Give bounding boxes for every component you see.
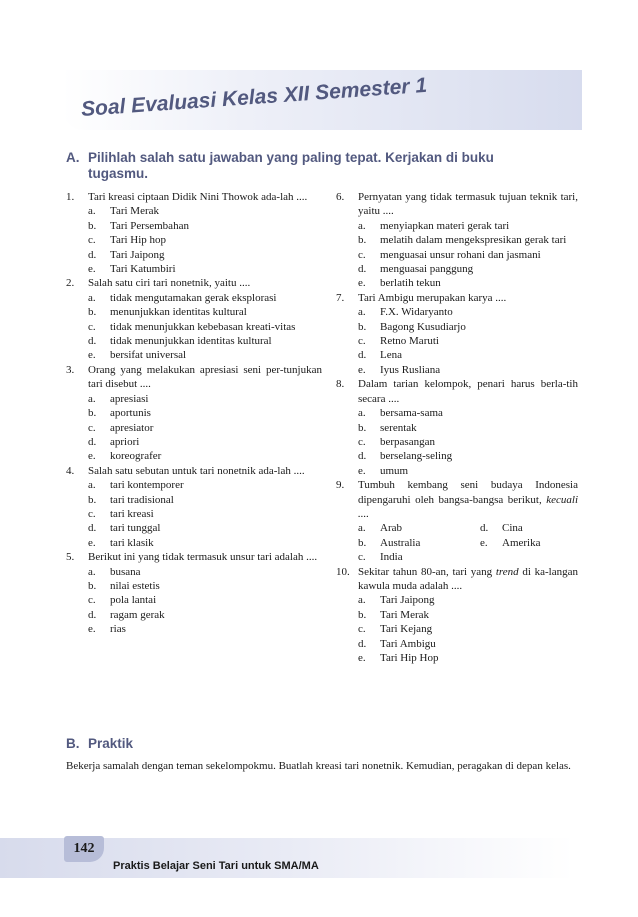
option-letter: a.	[358, 407, 366, 420]
question-text	[88, 190, 322, 204]
question-text-part: Dalam tarian kelompok, penari harus berla-tih secara ....	[358, 378, 578, 405]
question-text	[88, 464, 322, 478]
answer-option	[88, 348, 322, 362]
answer-option	[358, 320, 578, 334]
question-emphasis: kecuali ....	[358, 493, 579, 520]
question-text	[358, 478, 578, 521]
question-number: 6.	[336, 191, 345, 203]
section-a-instruction-line2: tugasmu.	[88, 166, 149, 181]
option-letter: d.	[358, 637, 367, 650]
answer-option	[358, 334, 578, 348]
option-text: ragam gerak	[110, 608, 165, 621]
answer-row	[358, 536, 578, 550]
option-letter: b.	[358, 421, 367, 434]
answer-option	[358, 219, 578, 233]
option-text: tidak menunjukkan kebebasan kreati-vitas	[110, 320, 296, 333]
option-text: Retno Maruti	[380, 335, 439, 348]
answer-option	[88, 392, 322, 406]
answer-option	[88, 622, 322, 636]
answer-option	[88, 565, 322, 579]
option-text: apresiator	[110, 421, 154, 434]
option-text: Iyus Rusliana	[380, 363, 441, 376]
answer-option	[88, 507, 322, 521]
question-number: 1.	[66, 191, 75, 203]
answer-option	[358, 276, 578, 290]
option-letter: e.	[88, 623, 96, 636]
question-text-part: Salah satu ciri tari nonetnik, yaitu ....	[88, 277, 251, 290]
option-text: aportunis	[110, 407, 151, 420]
question-item	[336, 291, 578, 377]
option-letter: c.	[358, 248, 366, 261]
answer-option	[358, 637, 578, 651]
section-a-letter: A.	[66, 150, 80, 165]
option-text: Tari Merak	[380, 608, 430, 621]
option-letter: c.	[358, 435, 366, 448]
question-text-part: Pernyatan yang tidak termasuk tujuan teknik tari, yaitu ....	[358, 191, 578, 218]
answer-option	[358, 435, 578, 449]
answer-option	[358, 521, 480, 535]
answer-option	[88, 248, 322, 262]
question-text-part: di ka-langan kawula muda adalah ....	[358, 565, 578, 592]
option-text: koreografer	[110, 450, 162, 463]
question-text-part: Tari kreasi ciptaan Didik Nini Thowok ada-lah ....	[88, 191, 308, 203]
option-text: Tari Hip hop	[110, 234, 167, 247]
option-letter: b.	[88, 219, 97, 232]
option-text: apriori	[110, 435, 140, 448]
question-number: 5.	[66, 551, 75, 564]
answer-option	[358, 622, 578, 636]
question-number: 4.	[66, 464, 75, 477]
answer-row	[358, 550, 578, 564]
answer-option	[358, 406, 578, 420]
option-text: Tari Persembahan	[110, 219, 189, 232]
section-b-title: Praktik	[88, 736, 134, 751]
questions-left-column	[66, 190, 322, 637]
question-text-part: Orang yang melakukan apresiasi seni per-tunjukan tari disebut ....	[88, 363, 322, 391]
option-text: Amerika	[502, 536, 541, 549]
option-text: serentak	[380, 421, 417, 434]
answer-option	[358, 248, 578, 262]
question-text	[88, 363, 322, 392]
question-number: 3.	[66, 363, 75, 376]
option-text: menyiapkan materi gerak tari	[380, 219, 510, 232]
option-text: Tari Kejang	[380, 623, 433, 636]
answer-option	[358, 233, 578, 247]
option-text: menguasai panggung	[380, 263, 474, 276]
option-letter: a.	[358, 594, 366, 607]
option-letter: a.	[88, 565, 96, 578]
question-item	[336, 377, 578, 478]
option-letter: e.	[88, 450, 96, 463]
option-letter: e.	[358, 277, 366, 290]
answer-option	[88, 493, 322, 507]
option-letter: e.	[88, 349, 96, 362]
answer-option	[358, 651, 578, 665]
option-text: bersifat universal	[110, 349, 187, 362]
answer-option	[480, 536, 602, 550]
option-letter: b.	[358, 608, 367, 621]
option-letter: b.	[358, 234, 367, 247]
option-letter: d.	[88, 608, 97, 621]
answer-option	[88, 305, 322, 319]
option-letter: a.	[88, 392, 96, 405]
answer-option	[88, 291, 322, 305]
answer-option	[358, 536, 480, 550]
answer-option	[88, 536, 322, 550]
answer-option	[88, 521, 322, 535]
option-text: tari tunggal	[110, 522, 161, 535]
question-number: 8.	[336, 378, 345, 391]
option-text: melatih dalam mengekspresikan gerak tari	[380, 234, 567, 247]
answer-option	[358, 608, 578, 622]
answer-option	[88, 262, 322, 276]
question-text-part: Berikut ini yang tidak termasuk unsur tari adalah ....	[88, 551, 318, 564]
option-letter: c.	[358, 551, 366, 564]
option-letter: c.	[88, 594, 96, 607]
answer-option	[358, 464, 578, 478]
option-text: berlatih tekun	[380, 277, 441, 290]
option-letter: c.	[88, 234, 96, 247]
option-letter: b.	[88, 493, 97, 506]
question-item	[66, 363, 322, 464]
question-item	[66, 190, 322, 276]
option-letter: a.	[88, 291, 96, 304]
option-text: tari kontemporer	[110, 479, 184, 492]
question-text	[358, 565, 578, 594]
option-letter: c.	[88, 421, 96, 434]
question-text-part: Tumbuh kembang seni budaya Indonesia dipengaruhi oleh bangsa-bangsa berikut,	[358, 479, 578, 506]
answer-option	[358, 305, 578, 319]
option-text: berpasangan	[380, 435, 435, 448]
answer-option	[358, 363, 578, 377]
answer-option	[88, 320, 322, 334]
option-text: menguasai unsur rohani dan jasmani	[380, 248, 541, 261]
answer-option	[358, 421, 578, 435]
option-text: tari kreasi	[110, 507, 154, 520]
option-text: Bagong Kusudiarjo	[380, 320, 466, 333]
question-number: 2.	[66, 277, 75, 290]
questions-right-column	[336, 190, 578, 665]
answer-option	[88, 219, 322, 233]
page-title: Soal Evaluasi Kelas XII Semester 1	[80, 73, 428, 122]
question-text	[358, 190, 578, 219]
question-item	[66, 464, 322, 550]
question-item	[336, 478, 578, 564]
option-text: busana	[110, 565, 141, 578]
answer-option	[358, 593, 578, 607]
option-letter: a.	[358, 306, 366, 319]
option-letter: d.	[88, 248, 97, 261]
option-letter: b.	[358, 536, 367, 549]
option-letter: d.	[88, 522, 97, 535]
answer-option	[88, 204, 322, 218]
option-letter: e.	[358, 363, 366, 376]
question-number: 10.	[336, 565, 350, 578]
option-text: India	[380, 551, 403, 564]
page-number: 142	[64, 836, 104, 862]
section-a-instruction-line1: Pilihlah salah satu jawaban yang paling tepat. Kerjakan di buku	[88, 150, 494, 165]
answer-option	[88, 435, 322, 449]
option-text: Tari Jaipong	[110, 248, 165, 261]
question-text	[88, 550, 322, 564]
section-b-letter: B.	[66, 736, 80, 751]
option-text: Tari Merak	[110, 205, 160, 218]
option-text: pola lantai	[110, 594, 157, 607]
section-b-instruction: Bekerja samalah dengan teman sekelompokmu. Buatlah kreasi tari nonetnik. Kemudian, peragakan di depan kelas.	[66, 760, 571, 772]
answer-option	[88, 334, 322, 348]
answer-option	[88, 406, 322, 420]
option-letter: d.	[88, 335, 97, 348]
answer-option	[358, 348, 578, 362]
option-text: Lena	[380, 349, 402, 362]
option-text: Tari Katumbiri	[110, 263, 176, 276]
option-text: tidak menunjukkan identitas kultural	[110, 335, 272, 348]
question-text-part: Salah satu sebutan untuk tari nonetnik ada-lah ....	[88, 464, 305, 477]
answer-row	[358, 521, 578, 535]
answer-option	[88, 478, 322, 492]
option-letter: e.	[88, 263, 96, 276]
option-text: bersama-sama	[380, 407, 443, 420]
option-letter: c.	[358, 335, 366, 348]
answer-option	[88, 233, 322, 247]
question-item	[336, 190, 578, 291]
answer-option	[358, 449, 578, 463]
question-item	[336, 565, 578, 666]
option-text: Cina	[502, 522, 523, 535]
question-number: 9.	[336, 479, 345, 492]
question-item	[66, 276, 322, 362]
option-letter: e.	[358, 652, 366, 664]
answer-option	[88, 579, 322, 593]
option-text: Australia	[380, 536, 421, 549]
option-text: apresiasi	[110, 392, 149, 405]
answer-option	[88, 608, 322, 622]
option-letter: d.	[358, 349, 367, 362]
option-letter: b.	[358, 320, 367, 333]
option-text: tari klasik	[110, 536, 154, 549]
section-b-heading	[66, 736, 133, 752]
option-letter: b.	[88, 579, 97, 592]
option-letter: d.	[480, 522, 489, 535]
answer-option	[88, 421, 322, 435]
option-text: tidak mengutamakan gerak eksplorasi	[110, 291, 277, 304]
option-text: tari tradisional	[110, 493, 174, 506]
option-letter: c.	[88, 320, 96, 333]
question-text	[358, 291, 578, 305]
option-text: Tari Ambigu	[380, 637, 436, 650]
option-letter: e.	[88, 536, 96, 549]
question-text-part: Sekitar tahun 80-an, tari yang	[358, 565, 493, 578]
option-text: Tari Jaipong	[380, 594, 435, 607]
option-letter: a.	[88, 205, 96, 218]
question-text	[358, 377, 578, 406]
question-emphasis: trend	[495, 565, 519, 578]
option-letter: a.	[358, 522, 366, 535]
option-letter: e.	[358, 464, 366, 477]
option-text: Arab	[380, 522, 402, 535]
option-letter: e.	[480, 536, 488, 549]
question-text	[88, 276, 322, 290]
option-letter: b.	[88, 407, 97, 420]
option-text: menunjukkan identitas kultural	[110, 306, 247, 319]
answer-option	[88, 449, 322, 463]
option-letter: d.	[358, 263, 367, 276]
option-text: umum	[380, 464, 409, 477]
option-text: rias	[110, 623, 126, 636]
option-letter: a.	[88, 479, 96, 492]
question-text-part: Tari Ambigu merupakan karya ....	[358, 291, 507, 304]
option-letter: a.	[358, 219, 366, 232]
answer-option	[88, 593, 322, 607]
option-text: nilai estetis	[110, 579, 160, 592]
question-number: 7.	[336, 291, 345, 304]
book-title: Praktis Belajar Seni Tari untuk SMA/MA	[113, 860, 319, 872]
answer-option	[480, 521, 602, 535]
answer-option	[358, 262, 578, 276]
option-text: Tari Hip Hop	[380, 652, 439, 664]
option-letter: b.	[88, 306, 97, 319]
option-letter: c.	[358, 623, 366, 636]
option-letter: d.	[358, 450, 367, 463]
option-text: F.X. Widaryanto	[380, 306, 453, 319]
question-item	[66, 550, 322, 636]
answer-option	[358, 550, 480, 564]
section-a-heading	[66, 150, 566, 182]
option-letter: d.	[88, 435, 97, 448]
option-letter: c.	[88, 507, 96, 520]
option-text: berselang-seling	[380, 450, 453, 463]
